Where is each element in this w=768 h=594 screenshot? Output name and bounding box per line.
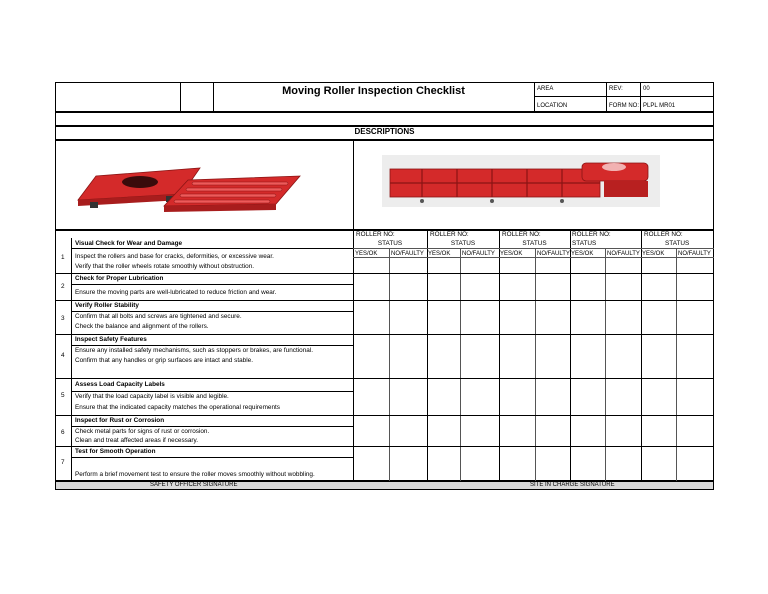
roller-2-yes: YES/OK: [428, 251, 451, 257]
item-2-heading: Check for Proper Lubrication: [75, 275, 164, 282]
roller-1-status: STATUS: [377, 240, 403, 247]
descriptions-heading: DESCRIPTIONS: [354, 127, 415, 136]
roller-1-label: ROLLER NO:: [356, 231, 395, 238]
roller-3-status: STATUS: [522, 240, 547, 247]
roller-4-label: ROLLER NO:: [572, 231, 611, 238]
spacer-row: [55, 112, 714, 126]
item-6-line-2: Clean and treat affected areas if necessary.: [75, 437, 199, 444]
site-in-charge-signature: SITE IN CHARGE SIGNATURE: [530, 482, 615, 488]
roller-3-yes: YES/OK: [500, 251, 523, 257]
item-2-line-1: Ensure the moving parts are well-lubricated to reduce friction and wear.: [75, 289, 277, 296]
item-6-heading: Inspect for Rust or Corrosion: [75, 417, 165, 424]
roller-2-status: STATUS: [450, 240, 476, 247]
roller-5-status: STATUS: [665, 240, 690, 247]
rev-value: 00: [643, 86, 650, 92]
safety-officer-signature: SAFETY OFFICER SIGNATURE: [150, 482, 238, 488]
page-title: Moving Roller Inspection Checklist: [282, 85, 465, 97]
item-2-number: 2: [61, 283, 65, 290]
item-5-heading: Assess Load Capacity Labels: [75, 381, 165, 388]
item-6-number: 6: [61, 429, 65, 436]
item-3-line-2: Check the balance and alignment of the rollers.: [75, 323, 209, 330]
roller-assembly-image: [382, 155, 660, 207]
item-3-heading: Verify Roller Stability: [75, 302, 139, 309]
roller-2-label: ROLLER NO:: [430, 231, 469, 238]
roller-4-no: NO/FAULTY: [607, 251, 640, 257]
form-no-value: PLPL MR01: [643, 103, 676, 109]
rev-label: REV:: [609, 86, 623, 92]
item-6-line-1: Check metal parts for signs of rust or corrosion.: [75, 428, 210, 435]
roller-5-yes: YES/OK: [642, 251, 665, 257]
item-3-line-1: Confirm that all bolts and screws are tightened and secure.: [75, 313, 242, 320]
roller-3-label: ROLLER NO:: [502, 231, 541, 238]
item-7-heading: Test for Smooth Operation: [75, 448, 156, 455]
roller-4-status: STATUS: [572, 240, 597, 247]
item-7-number: 7: [61, 459, 65, 466]
area-label: AREA: [537, 86, 554, 92]
roller-5-no: NO/FAULTY: [678, 251, 711, 257]
item-4-line-1: Ensure any installed safety mechanisms, such as stoppers or brakes, are functional.: [75, 347, 313, 354]
location-label: LOCATION: [537, 103, 568, 109]
form-no-label: FORM NO:: [609, 103, 639, 109]
roller-skates-image: [70, 158, 306, 218]
item-1-line-2: Verify that the roller wheels rotate smoothly without obstruction.: [75, 263, 255, 270]
roller-1-yes: YES/OK: [355, 251, 378, 257]
roller-5-label: ROLLER NO:: [644, 231, 683, 238]
roller-2-no: NO/FAULTY: [462, 251, 495, 257]
item-1-heading: Visual Check for Wear and Damage: [75, 240, 183, 247]
item-4-heading: Inspect Safety Features: [75, 336, 147, 343]
item-1-number: 1: [61, 254, 65, 261]
roller-1-no: NO/FAULTY: [391, 251, 424, 257]
item-1-line-1: Inspect the rollers and base for cracks, deformities, or excessive wear.: [75, 253, 274, 260]
item-7-line-1: Perform a brief movement test to ensure the roller moves smoothly without wobbling.: [75, 471, 315, 478]
item-4-line-2: Confirm that any handles or grip surfaces are intact and stable.: [75, 357, 253, 364]
item-3-number: 3: [61, 315, 65, 322]
item-5-number: 5: [61, 392, 65, 399]
item-4-number: 4: [61, 352, 65, 359]
roller-4-yes: YES/OK: [571, 251, 594, 257]
item-5-line-2: Ensure that the indicated capacity matches the operational requirements: [75, 404, 280, 411]
item-5-line-1: Verify that the load capacity label is visible and legible.: [75, 393, 229, 400]
roller-3-no: NO/FAULTY: [537, 251, 570, 257]
